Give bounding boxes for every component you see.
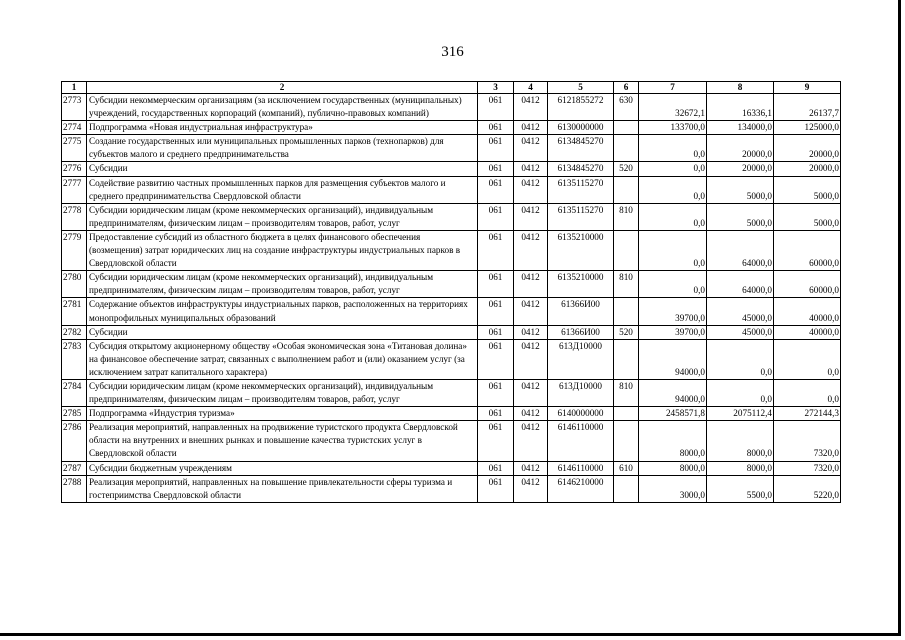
row-value-col7: 39700,0 [639,325,707,339]
row-target-code: 6135115270 [548,176,614,203]
row-value-col7: 0,0 [639,230,707,270]
table-row [62,325,841,339]
row-value-col9: 5220,0 [774,475,841,502]
row-expense-type: 520 [614,162,639,176]
row-value-col9: 20000,0 [774,162,841,176]
row-name: Субсидии юридическим лицам (кроме некоммерческих организаций), индивидуальным предпринимателям, физическим лицам – производителям товаров, работ, услуг [87,271,478,298]
row-value-col8: 134000,0 [707,121,774,135]
col-header: 2 [87,82,478,94]
row-admin-code: 061 [478,135,514,162]
table-row [62,271,841,298]
col-header: 5 [548,82,614,94]
row-name: Создание государственных или муниципальных промышленных парков (технопарков) для субъектов малого и среднего предпринимательства [87,135,478,162]
row-number: 2785 [62,407,87,421]
row-section: 0412 [514,475,548,502]
row-admin-code: 061 [478,176,514,203]
row-target-code: 6134845270 [548,162,614,176]
row-value-col9: 0,0 [774,339,841,379]
table-row [62,339,841,379]
row-target-code: 6146210000 [548,475,614,502]
row-name: Субсидии [87,162,478,176]
table-row [62,94,841,121]
row-value-col7: 0,0 [639,271,707,298]
row-value-col7: 39700,0 [639,298,707,325]
row-section: 0412 [514,421,548,461]
row-value-col7: 0,0 [639,203,707,230]
row-name: Предоставление субсидий из областного бюджета в целях финансового обеспечения (возмещения) затрат юридических лиц на создание инфраструктуры индустриальных парков в Свердловской области [87,230,478,270]
row-name: Реализация мероприятий, направленных на повышение привлекательности сферы туризма и гостеприимства Свердловской области [87,475,478,502]
row-value-col7: 94000,0 [639,339,707,379]
row-number: 2780 [62,271,87,298]
row-value-col7: 0,0 [639,176,707,203]
col-header: 8 [707,82,774,94]
row-admin-code: 061 [478,121,514,135]
table-row [62,203,841,230]
row-section: 0412 [514,271,548,298]
row-admin-code: 061 [478,325,514,339]
row-value-col7: 2458571,8 [639,407,707,421]
row-value-col9: 5000,0 [774,203,841,230]
row-expense-type [614,121,639,135]
page-number: 316 [441,44,464,60]
row-value-col7: 8000,0 [639,421,707,461]
table-row [62,176,841,203]
row-value-col8: 20000,0 [707,135,774,162]
table-body [62,94,841,503]
row-expense-type [614,407,639,421]
row-name: Субсидии некоммерческим организациям (за исключением государственных (муниципальных) учреждений, государственных корпораций (компаний), публично-правовых компаний) [87,94,478,121]
row-section: 0412 [514,407,548,421]
row-expense-type [614,135,639,162]
row-target-code: 6134845270 [548,135,614,162]
row-value-col9: 40000,0 [774,298,841,325]
row-expense-type [614,339,639,379]
row-value-col9: 60000,0 [774,230,841,270]
row-section: 0412 [514,379,548,406]
row-value-col8: 5000,0 [707,176,774,203]
row-value-col8: 64000,0 [707,230,774,270]
row-value-col9: 26137,7 [774,94,841,121]
col-header: 4 [514,82,548,94]
row-value-col8: 0,0 [707,339,774,379]
row-admin-code: 061 [478,407,514,421]
row-expense-type: 630 [614,94,639,121]
row-target-code: 6121855272 [548,94,614,121]
table-row [62,121,841,135]
table-row [62,230,841,270]
row-target-code: 613Д10000 [548,379,614,406]
row-section: 0412 [514,162,548,176]
row-admin-code: 061 [478,339,514,379]
row-name: Субсидии юридическим лицам (кроме некоммерческих организаций), индивидуальным предпринимателям, физическим лицам – производителям товаров, работ, услуг [87,203,478,230]
col-header: 1 [62,82,87,94]
col-header: 9 [774,82,841,94]
row-target-code: 6135115270 [548,203,614,230]
row-name: Субсидии юридическим лицам (кроме некоммерческих организаций), индивидуальным предпринимателям, физическим лицам – производителям товаров, работ, услуг [87,379,478,406]
row-expense-type: 810 [614,379,639,406]
row-name: Реализация мероприятий, направленных на продвижение туристского продукта Свердловской области на внутренних и внешних рынках и повышение качества туристских услуг в Свердловской области [87,421,478,461]
row-value-col8: 20000,0 [707,162,774,176]
row-name: Содействие развитию частных промышленных парков для размещения субъектов малого и среднего предпринимательства Свердловской области [87,176,478,203]
row-section: 0412 [514,94,548,121]
row-expense-type [614,176,639,203]
row-value-col8: 5500,0 [707,475,774,502]
row-name: Подпрограмма «Индустрия туризма» [87,407,478,421]
row-name: Подпрограмма «Новая индустриальная инфраструктура» [87,121,478,135]
row-number: 2776 [62,162,87,176]
row-value-col8: 45000,0 [707,325,774,339]
row-value-col8: 2075112,4 [707,407,774,421]
row-target-code: 613Д10000 [548,339,614,379]
table-row [62,135,841,162]
row-value-col7: 0,0 [639,135,707,162]
row-section: 0412 [514,176,548,203]
row-value-col7: 32672,1 [639,94,707,121]
row-target-code: 6146110000 [548,421,614,461]
row-name: Субсидия открытому акционерному обществу «Особая экономическая зона «Титановая долина» на финансовое обеспечение затрат, связанных с выполнением работ и (или) оказанием услуг (за исключением затрат капитального характера) [87,339,478,379]
table-row [62,379,841,406]
row-expense-type [614,475,639,502]
row-number: 2773 [62,94,87,121]
row-target-code: 61366И00 [548,325,614,339]
header-row [62,82,841,94]
row-name: Субсидии бюджетным учреждениям [87,461,478,475]
row-section: 0412 [514,230,548,270]
row-target-code: 61366И00 [548,298,614,325]
row-number: 2775 [62,135,87,162]
row-value-col8: 16336,1 [707,94,774,121]
row-expense-type: 810 [614,203,639,230]
row-value-col9: 20000,0 [774,135,841,162]
row-target-code: 6146110000 [548,461,614,475]
row-value-col8: 5000,0 [707,203,774,230]
row-section: 0412 [514,325,548,339]
table-row [62,407,841,421]
row-admin-code: 061 [478,94,514,121]
row-number: 2787 [62,461,87,475]
row-expense-type: 610 [614,461,639,475]
row-section: 0412 [514,298,548,325]
row-value-col8: 0,0 [707,379,774,406]
table-row [62,298,841,325]
row-target-code: 6140000000 [548,407,614,421]
row-value-col7: 133700,0 [639,121,707,135]
table-row [62,421,841,461]
row-admin-code: 061 [478,230,514,270]
row-admin-code: 061 [478,298,514,325]
row-admin-code: 061 [478,475,514,502]
row-admin-code: 061 [478,271,514,298]
row-target-code: 6135210000 [548,230,614,270]
row-number: 2778 [62,203,87,230]
row-value-col9: 7320,0 [774,461,841,475]
row-target-code: 6135210000 [548,271,614,298]
row-number: 2781 [62,298,87,325]
row-value-col8: 8000,0 [707,461,774,475]
table-row [62,461,841,475]
row-number: 2783 [62,339,87,379]
table-row [62,162,841,176]
row-value-col7: 94000,0 [639,379,707,406]
budget-table [61,81,841,503]
row-section: 0412 [514,461,548,475]
row-number: 2774 [62,121,87,135]
row-value-col7: 8000,0 [639,461,707,475]
row-admin-code: 061 [478,421,514,461]
row-value-col7: 3000,0 [639,475,707,502]
row-value-col9: 40000,0 [774,325,841,339]
row-value-col8: 8000,0 [707,421,774,461]
row-value-col9: 272144,3 [774,407,841,421]
row-value-col8: 45000,0 [707,298,774,325]
row-name: Субсидии [87,325,478,339]
row-number: 2788 [62,475,87,502]
row-number: 2777 [62,176,87,203]
row-value-col7: 0,0 [639,162,707,176]
row-number: 2782 [62,325,87,339]
row-expense-type [614,298,639,325]
row-expense-type [614,230,639,270]
row-number: 2786 [62,421,87,461]
row-value-col8: 64000,0 [707,271,774,298]
row-value-col9: 0,0 [774,379,841,406]
col-header: 7 [639,82,707,94]
table-row [62,475,841,502]
row-value-col9: 60000,0 [774,271,841,298]
row-expense-type [614,421,639,461]
row-section: 0412 [514,339,548,379]
row-expense-type: 520 [614,325,639,339]
row-admin-code: 061 [478,379,514,406]
row-number: 2784 [62,379,87,406]
row-admin-code: 061 [478,461,514,475]
row-value-col9: 7320,0 [774,421,841,461]
row-expense-type: 810 [614,271,639,298]
row-admin-code: 061 [478,203,514,230]
row-name: Содержание объектов инфраструктуры индустриальных парков, расположенных на территориях монопрофильных муниципальных образований [87,298,478,325]
row-value-col9: 5000,0 [774,176,841,203]
row-value-col9: 125000,0 [774,121,841,135]
col-header: 6 [614,82,639,94]
row-number: 2779 [62,230,87,270]
row-section: 0412 [514,121,548,135]
row-section: 0412 [514,135,548,162]
row-admin-code: 061 [478,162,514,176]
row-section: 0412 [514,203,548,230]
col-header: 3 [478,82,514,94]
row-target-code: 6130000000 [548,121,614,135]
